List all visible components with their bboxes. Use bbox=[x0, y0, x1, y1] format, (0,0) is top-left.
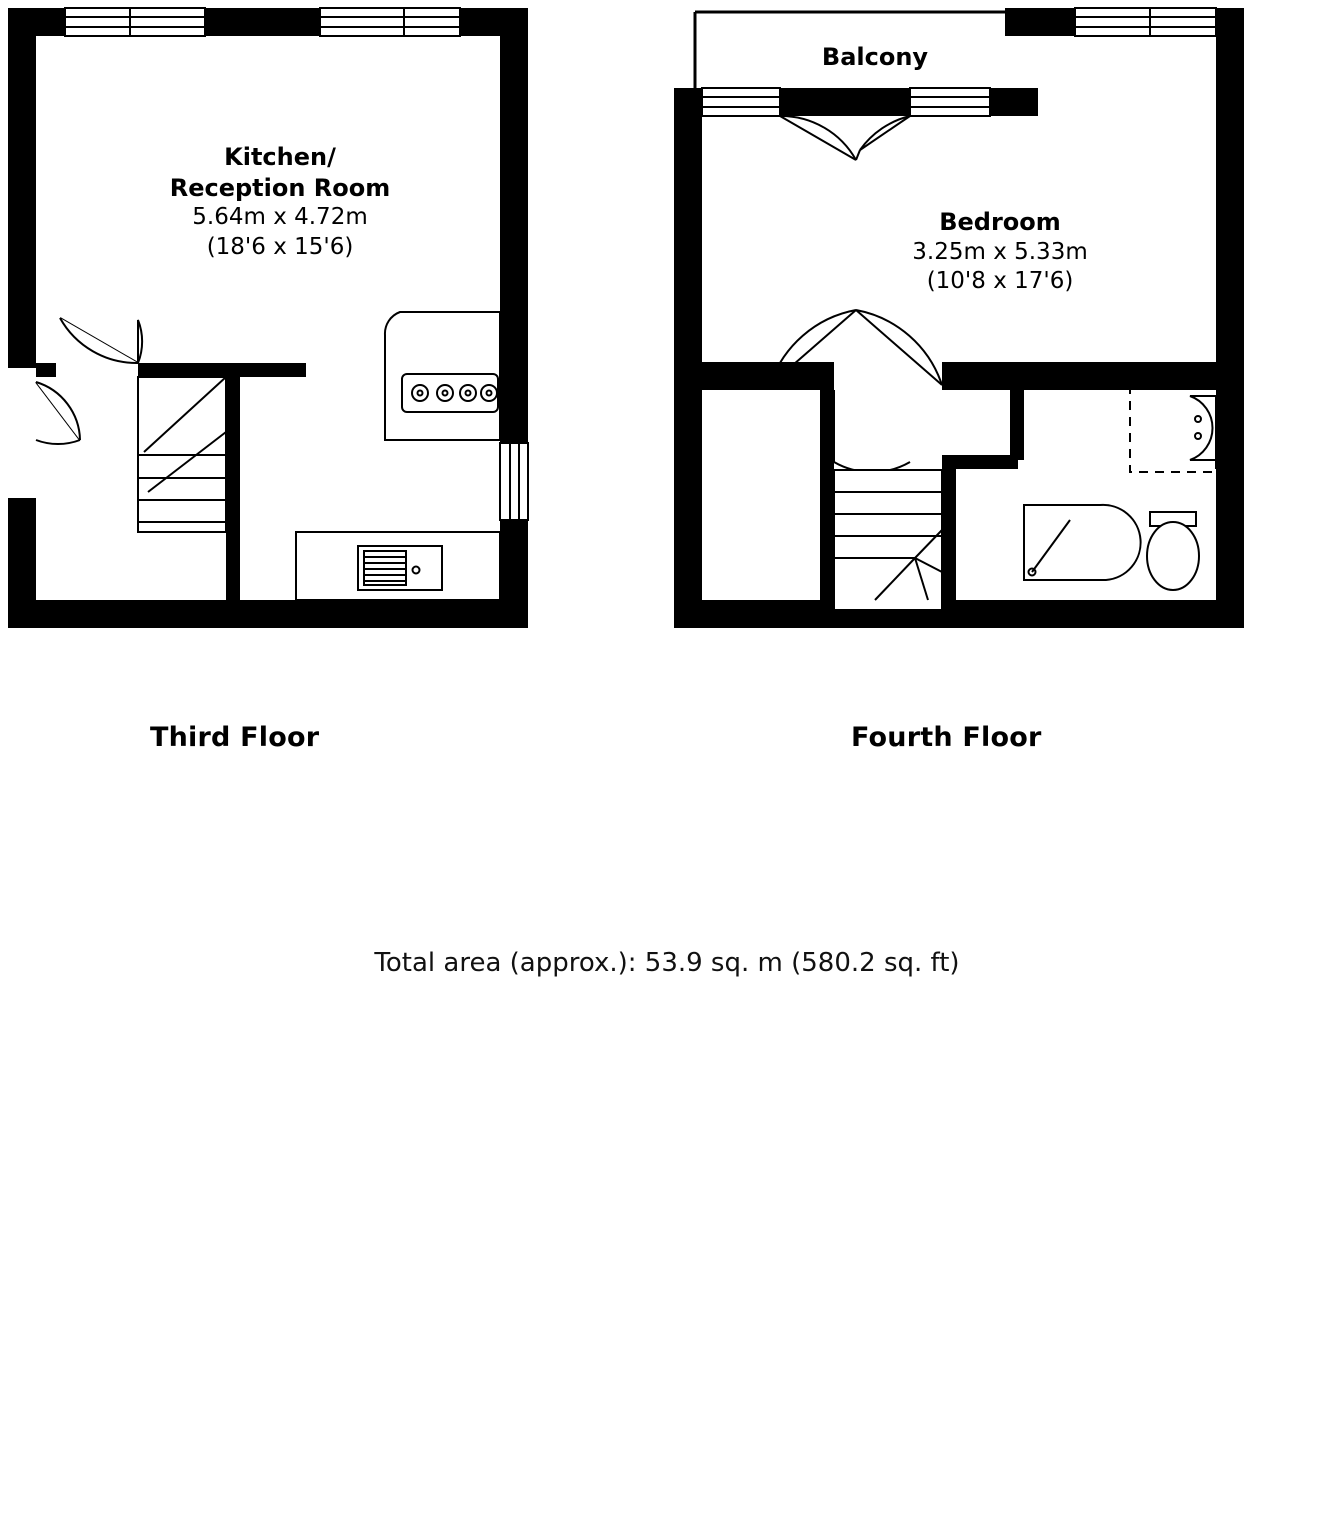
room-dimensions-imperial: (18'6 x 15'6) bbox=[206, 233, 354, 260]
room-name: Balcony bbox=[821, 43, 929, 71]
floorplan-fourth-floor bbox=[660, 0, 1280, 660]
third-floor-drawing bbox=[0, 0, 560, 660]
room-dimensions-metric: 5.64m x 4.72m bbox=[192, 204, 368, 231]
room-name: Bedroom bbox=[939, 208, 1061, 236]
floor-caption-third: Third Floor bbox=[150, 722, 320, 753]
room-dimensions-imperial: (10'8 x 17'6) bbox=[926, 268, 1074, 295]
room-label-kitchen bbox=[110, 142, 450, 262]
room-name-line1: Kitchen/ bbox=[224, 143, 336, 171]
room-name-line2: Reception Room bbox=[169, 173, 391, 202]
fourth-floor-drawing bbox=[660, 0, 1280, 660]
room-dimensions-metric: 3.25m x 5.33m bbox=[912, 238, 1088, 265]
floor-caption-fourth: Fourth Floor bbox=[851, 722, 1042, 753]
total-area-text: Total area (approx.): 53.9 sq. m (580.2 sq. ft) bbox=[374, 948, 960, 978]
floorplan-third-floor bbox=[0, 0, 560, 660]
room-label-bedroom bbox=[830, 207, 1170, 297]
room-label-balcony bbox=[745, 42, 1005, 73]
